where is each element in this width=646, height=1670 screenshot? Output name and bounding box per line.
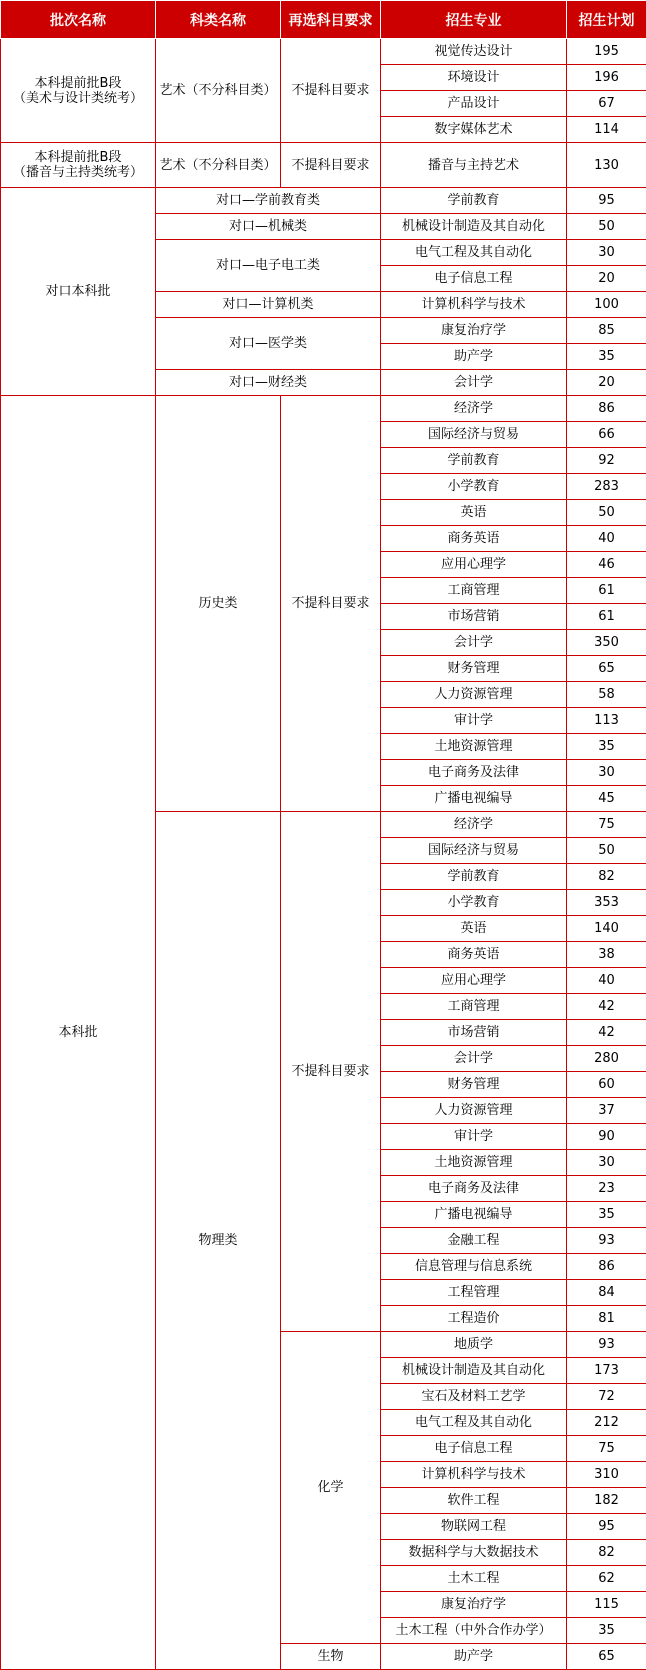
- table-cell: 86: [567, 1254, 646, 1280]
- table-cell: 商务英语: [381, 526, 567, 552]
- table-body: [1, 39, 646, 1670]
- table-cell: 61: [567, 604, 646, 630]
- table-cell: 对口—电子电工类: [156, 240, 381, 292]
- table-cell: 42: [567, 1020, 646, 1046]
- table-cell: 95: [567, 188, 646, 214]
- table-cell: 应用心理学: [381, 552, 567, 578]
- table-cell: 化学: [281, 1332, 381, 1644]
- table-cell: 90: [567, 1124, 646, 1150]
- table-cell: 30: [567, 240, 646, 266]
- table-cell: 国际经济与贸易: [381, 838, 567, 864]
- table-cell: 38: [567, 942, 646, 968]
- table-row: [1, 188, 646, 214]
- table-cell: 艺术（不分科目类）: [156, 39, 281, 143]
- table-cell: 康复治疗学: [381, 318, 567, 344]
- table-cell: 物理类: [156, 812, 281, 1670]
- table-cell: 86: [567, 396, 646, 422]
- table-cell: 不提科目要求: [281, 143, 381, 188]
- table-cell: 电气工程及其自动化: [381, 240, 567, 266]
- table-cell: 85: [567, 318, 646, 344]
- table-cell: 81: [567, 1306, 646, 1332]
- table-cell: 82: [567, 1540, 646, 1566]
- table-row: [1, 143, 646, 188]
- table-cell: 45: [567, 786, 646, 812]
- table-cell: 电气工程及其自动化: [381, 1410, 567, 1436]
- table-cell: 不提科目要求: [281, 812, 381, 1332]
- table-cell: 61: [567, 578, 646, 604]
- table-cell: 学前教育: [381, 864, 567, 890]
- table-cell: 英语: [381, 500, 567, 526]
- table-cell: 市场营销: [381, 604, 567, 630]
- header-category-name: 科类名称: [156, 1, 281, 39]
- table-cell: 35: [567, 344, 646, 370]
- table-cell: 对口—医学类: [156, 318, 381, 370]
- table-cell: 35: [567, 1202, 646, 1228]
- table-cell: 195: [567, 39, 646, 65]
- table-cell: 对口本科批: [1, 188, 156, 396]
- table-cell: 应用心理学: [381, 968, 567, 994]
- table-cell: 财务管理: [381, 656, 567, 682]
- table-cell: 经济学: [381, 396, 567, 422]
- table-cell: 本科提前批B段 （播音与主持类统考）: [1, 143, 156, 188]
- table-cell: 广播电视编导: [381, 786, 567, 812]
- table-cell: 本科提前批B段 （美术与设计类统考）: [1, 39, 156, 143]
- table-cell: 42: [567, 994, 646, 1020]
- table-cell: 20: [567, 266, 646, 292]
- table-cell: 95: [567, 1514, 646, 1540]
- table-cell: 会计学: [381, 370, 567, 396]
- table-cell: 产品设计: [381, 91, 567, 117]
- table-cell: 353: [567, 890, 646, 916]
- table-cell: 182: [567, 1488, 646, 1514]
- table-cell: 助产学: [381, 1644, 567, 1670]
- table-cell: 播音与主持艺术: [381, 143, 567, 188]
- table-cell: 对口—学前教育类: [156, 188, 381, 214]
- table-cell: 350: [567, 630, 646, 656]
- table-cell: 62: [567, 1566, 646, 1592]
- table-cell: 75: [567, 1436, 646, 1462]
- table-cell: 审计学: [381, 708, 567, 734]
- table-cell: 50: [567, 500, 646, 526]
- header-batch-name: 批次名称: [1, 1, 156, 39]
- table-cell: 40: [567, 526, 646, 552]
- table-cell: 115: [567, 1592, 646, 1618]
- table-cell: 不提科目要求: [281, 396, 381, 812]
- table-cell: 康复治疗学: [381, 1592, 567, 1618]
- table-cell: 65: [567, 656, 646, 682]
- table-cell: 财务管理: [381, 1072, 567, 1098]
- table-cell: 82: [567, 864, 646, 890]
- table-cell: 37: [567, 1098, 646, 1124]
- table-cell: 小学教育: [381, 474, 567, 500]
- table-cell: 经济学: [381, 812, 567, 838]
- table-cell: 视觉传达设计: [381, 39, 567, 65]
- table-cell: 土地资源管理: [381, 1150, 567, 1176]
- table-cell: 67: [567, 91, 646, 117]
- table-cell: 计算机科学与技术: [381, 292, 567, 318]
- table-cell: 对口—计算机类: [156, 292, 381, 318]
- table-cell: 113: [567, 708, 646, 734]
- table-cell: 100: [567, 292, 646, 318]
- table-cell: 212: [567, 1410, 646, 1436]
- table-cell: 280: [567, 1046, 646, 1072]
- table-cell: 广播电视编导: [381, 1202, 567, 1228]
- table-cell: 土木工程（中外合作办学）: [381, 1618, 567, 1644]
- table-header-row: [1, 1, 646, 39]
- table-cell: 电子信息工程: [381, 266, 567, 292]
- table-cell: 机械设计制造及其自动化: [381, 1358, 567, 1384]
- table-cell: 50: [567, 214, 646, 240]
- table-cell: 国际经济与贸易: [381, 422, 567, 448]
- table-cell: 人力资源管理: [381, 1098, 567, 1124]
- table-cell: 本科批: [1, 396, 156, 1670]
- header-major: 招生专业: [381, 1, 567, 39]
- table-cell: 75: [567, 812, 646, 838]
- table-cell: 学前教育: [381, 188, 567, 214]
- table-cell: 会计学: [381, 630, 567, 656]
- table-cell: 会计学: [381, 1046, 567, 1072]
- table-cell: 人力资源管理: [381, 682, 567, 708]
- table-row: [1, 396, 646, 422]
- table-cell: 数据科学与大数据技术: [381, 1540, 567, 1566]
- table-cell: 140: [567, 916, 646, 942]
- table-cell: 84: [567, 1280, 646, 1306]
- table-cell: 工程管理: [381, 1280, 567, 1306]
- table-cell: 50: [567, 838, 646, 864]
- table-cell: 物联网工程: [381, 1514, 567, 1540]
- table-cell: 审计学: [381, 1124, 567, 1150]
- table-cell: 30: [567, 760, 646, 786]
- table-cell: 历史类: [156, 396, 281, 812]
- table-cell: 30: [567, 1150, 646, 1176]
- table-cell: 信息管理与信息系统: [381, 1254, 567, 1280]
- table-cell: 72: [567, 1384, 646, 1410]
- table-cell: 20: [567, 370, 646, 396]
- table-cell: 宝石及材料工艺学: [381, 1384, 567, 1410]
- table-cell: 数字媒体艺术: [381, 117, 567, 143]
- table-cell: 工商管理: [381, 994, 567, 1020]
- table-cell: 对口—机械类: [156, 214, 381, 240]
- table-cell: 生物: [281, 1644, 381, 1670]
- table-cell: 环境设计: [381, 65, 567, 91]
- table-cell: 电子信息工程: [381, 1436, 567, 1462]
- table-cell: 23: [567, 1176, 646, 1202]
- table-cell: 商务英语: [381, 942, 567, 968]
- table-cell: 40: [567, 968, 646, 994]
- table-cell: 对口—财经类: [156, 370, 381, 396]
- table-cell: 英语: [381, 916, 567, 942]
- table-cell: 不提科目要求: [281, 39, 381, 143]
- table-cell: 土木工程: [381, 1566, 567, 1592]
- table-cell: 工商管理: [381, 578, 567, 604]
- table-cell: 助产学: [381, 344, 567, 370]
- table-cell: 114: [567, 117, 646, 143]
- table-cell: 市场营销: [381, 1020, 567, 1046]
- table-cell: 机械设计制造及其自动化: [381, 214, 567, 240]
- table-cell: 金融工程: [381, 1228, 567, 1254]
- table-cell: 60: [567, 1072, 646, 1098]
- table-cell: 92: [567, 448, 646, 474]
- table-cell: 小学教育: [381, 890, 567, 916]
- table-cell: 66: [567, 422, 646, 448]
- table-cell: 土地资源管理: [381, 734, 567, 760]
- table-cell: 283: [567, 474, 646, 500]
- table-cell: 58: [567, 682, 646, 708]
- header-subject-requirement: 再选科目要求: [281, 1, 381, 39]
- table-row: [1, 39, 646, 65]
- table-cell: 93: [567, 1228, 646, 1254]
- table-cell: 310: [567, 1462, 646, 1488]
- table-cell: 93: [567, 1332, 646, 1358]
- table-cell: 173: [567, 1358, 646, 1384]
- table-cell: 46: [567, 552, 646, 578]
- table-cell: 电子商务及法律: [381, 1176, 567, 1202]
- table-cell: 工程造价: [381, 1306, 567, 1332]
- table-cell: 地质学: [381, 1332, 567, 1358]
- table-cell: 电子商务及法律: [381, 760, 567, 786]
- table-cell: 35: [567, 1618, 646, 1644]
- table-cell: 软件工程: [381, 1488, 567, 1514]
- header-plan-count: 招生计划: [567, 1, 646, 39]
- table-cell: 130: [567, 143, 646, 188]
- table-cell: 艺术（不分科目类）: [156, 143, 281, 188]
- table-cell: 65: [567, 1644, 646, 1670]
- table-cell: 计算机科学与技术: [381, 1462, 567, 1488]
- table-cell: 35: [567, 734, 646, 760]
- table-cell: 196: [567, 65, 646, 91]
- table-cell: 学前教育: [381, 448, 567, 474]
